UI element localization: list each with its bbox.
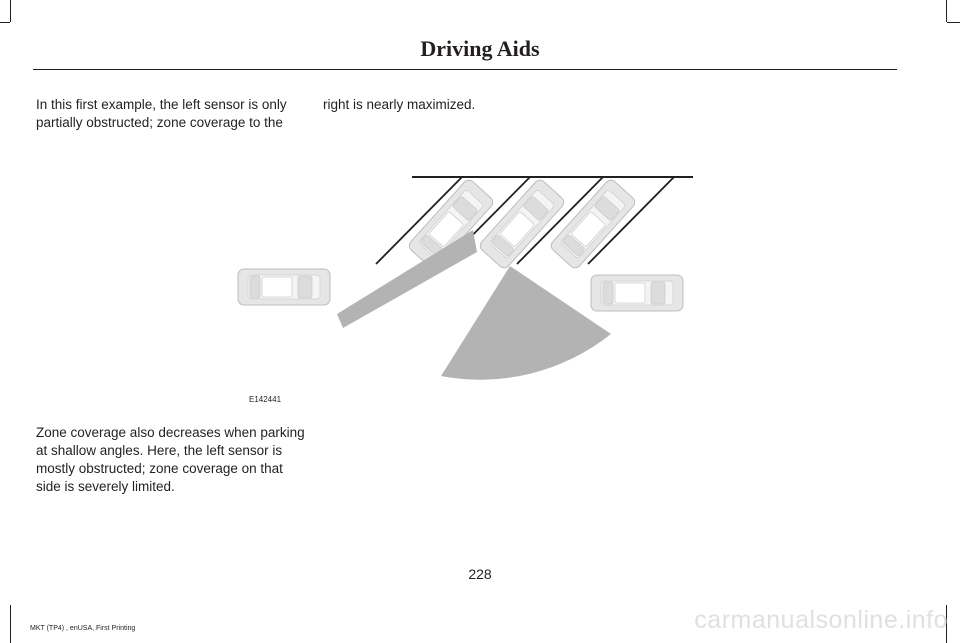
watermark: carmanualsonline.info bbox=[694, 606, 948, 634]
parking-sensor-diagram bbox=[233, 160, 703, 410]
paragraph-1-col-1: In this first example, the left sensor is only partially obstructed; zone coverage to the bbox=[36, 97, 287, 130]
crop-mark-top-left-v bbox=[10, 0, 11, 22]
right-sensor-zone bbox=[441, 266, 611, 380]
crop-mark-top-right-h bbox=[947, 22, 960, 23]
street-car-right bbox=[591, 275, 683, 311]
page-title: Driving Aids bbox=[420, 36, 540, 61]
crop-mark-top-left-h bbox=[0, 22, 10, 23]
header-rule bbox=[33, 69, 897, 70]
parked-car-2 bbox=[478, 178, 566, 270]
street-car-left bbox=[238, 269, 330, 305]
left-sensor-zone bbox=[337, 230, 477, 328]
footer-print-info: MKT (TP4) , enUSA, First Printing bbox=[30, 625, 136, 632]
page-number: 228 bbox=[468, 566, 492, 582]
paragraph-2: Zone coverage also decreases when parking at shallow angles. Here, the left sensor is mostly obstructed; zone coverage on that side is severely limited. bbox=[36, 425, 305, 494]
figure-code: E142441 bbox=[249, 395, 282, 404]
crop-mark-top-right-v bbox=[946, 0, 947, 22]
parked-car-3 bbox=[549, 178, 637, 270]
crop-mark-bottom-left-v bbox=[10, 605, 11, 643]
paragraph-1-col-2: right is nearly maximized. bbox=[323, 97, 476, 112]
